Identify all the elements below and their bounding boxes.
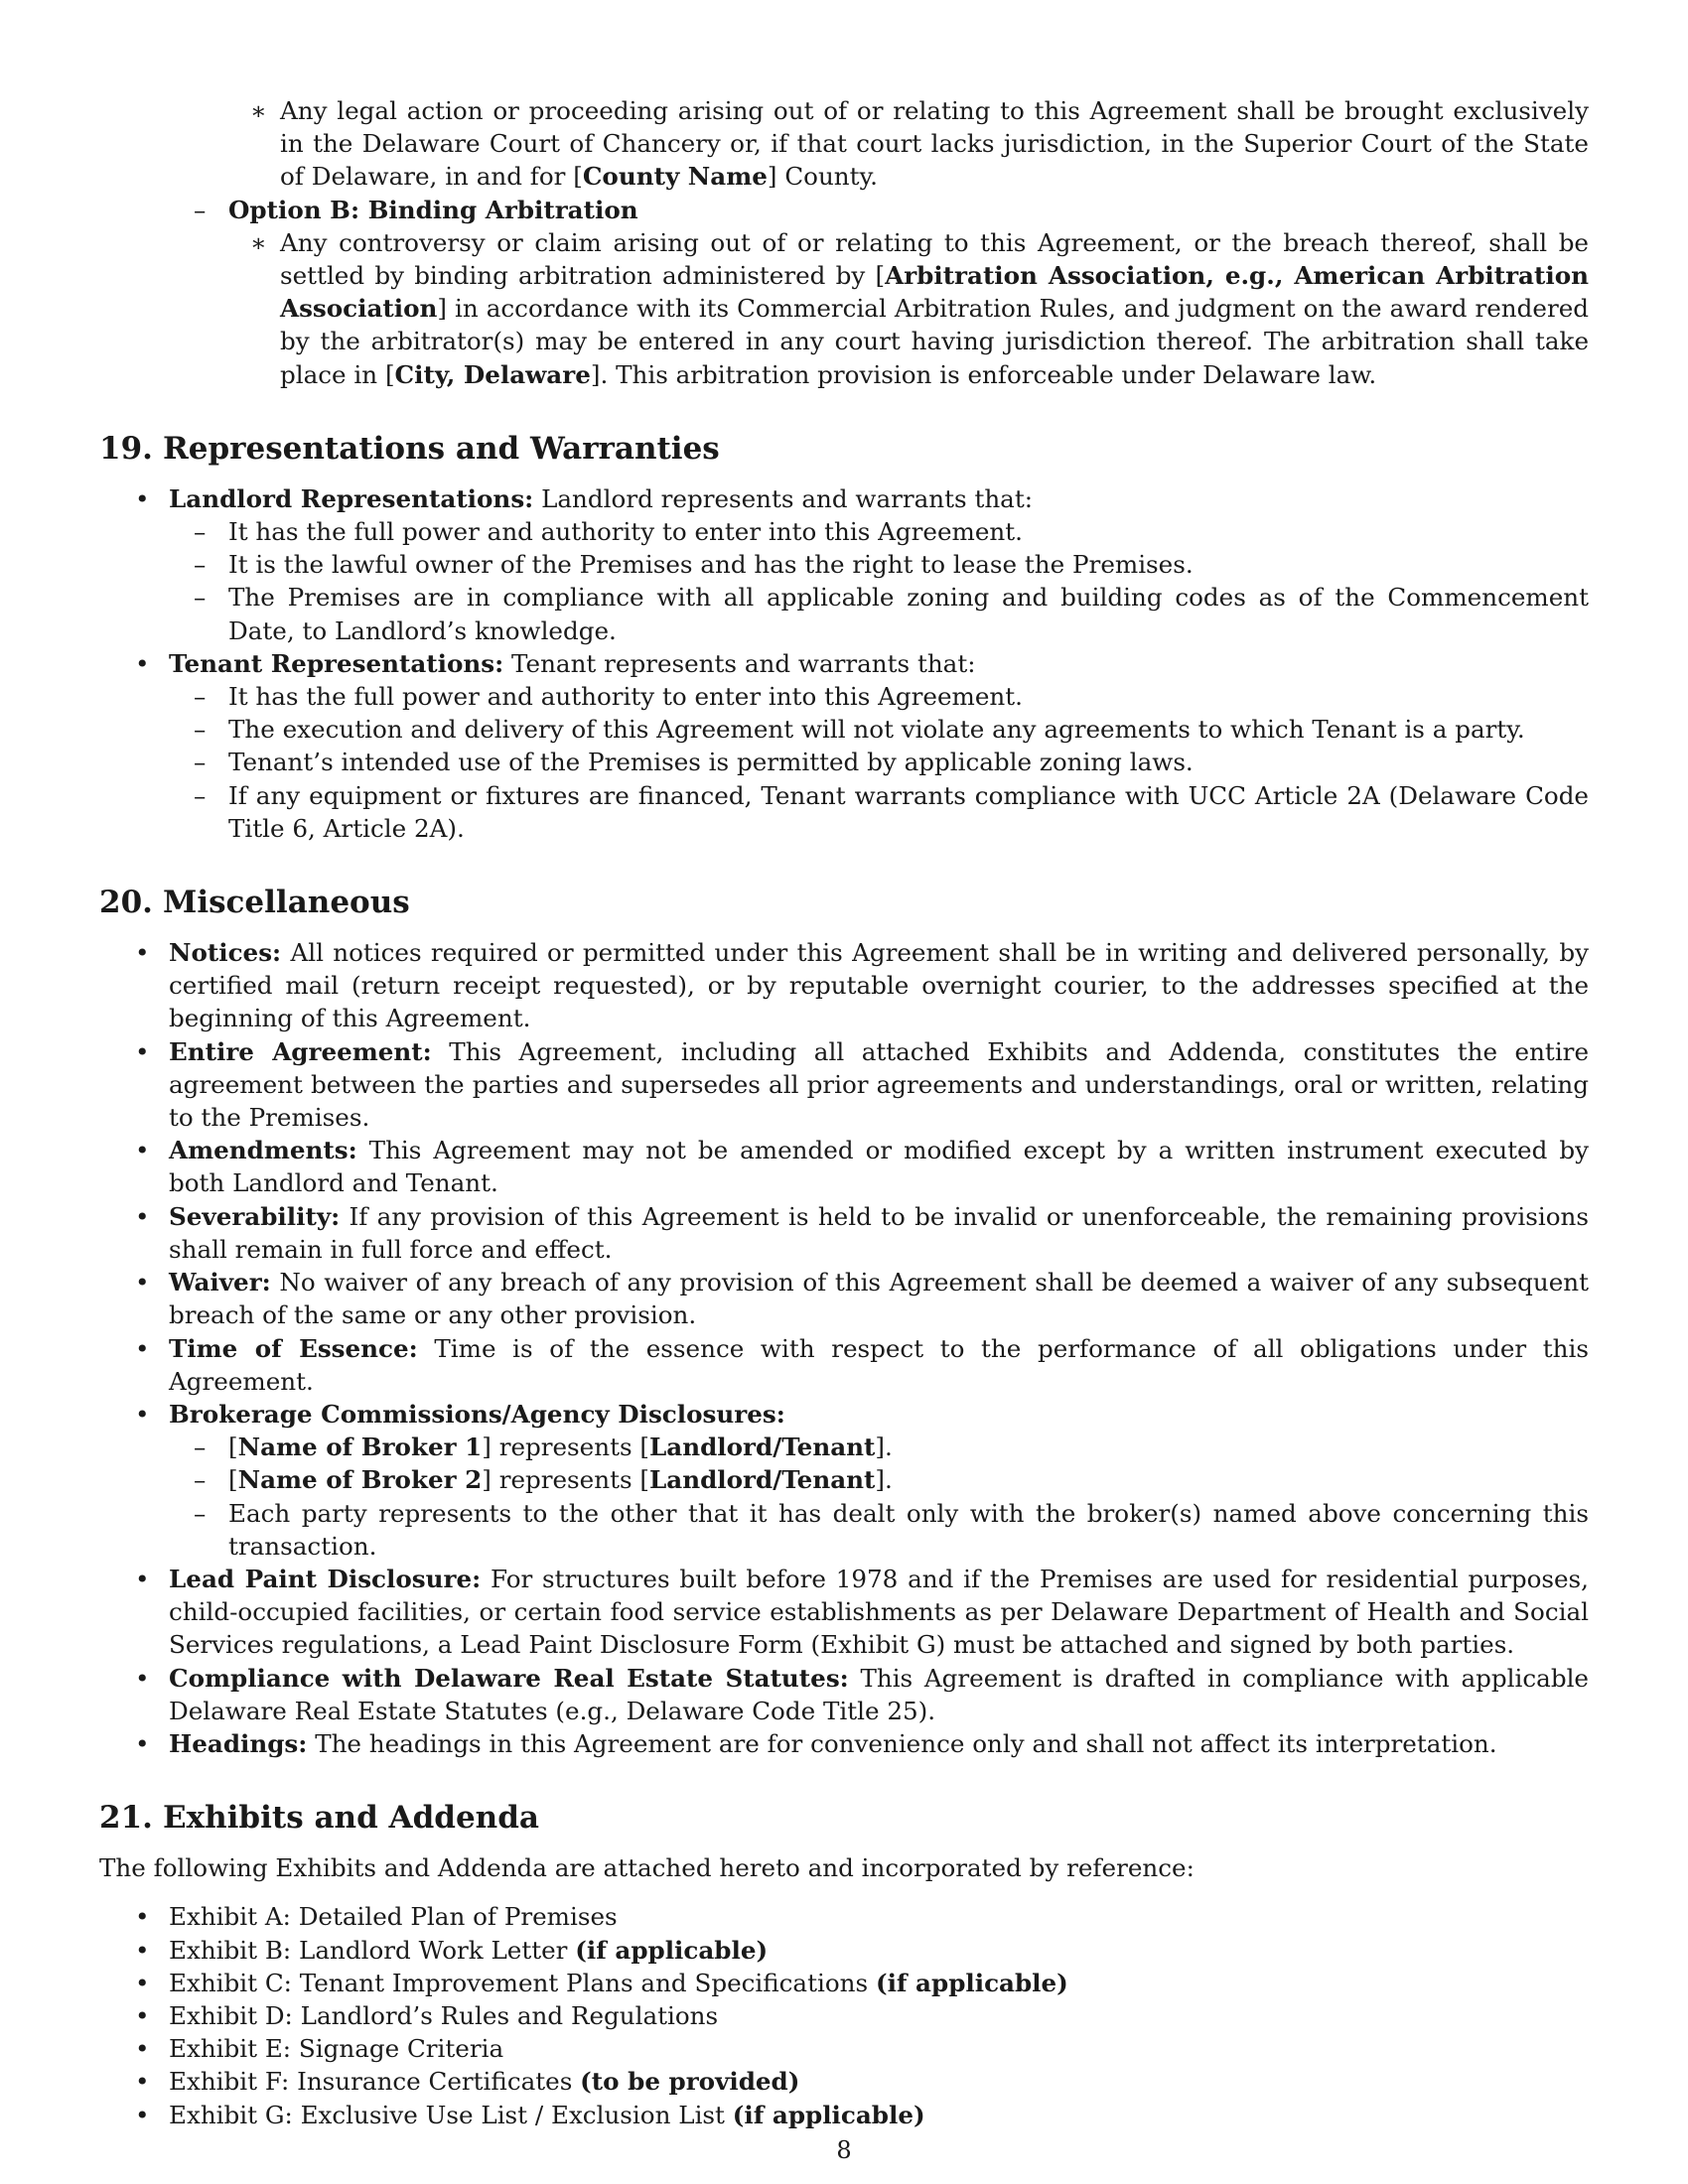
list-item-text: If any equipment or fixtures are financed, Tenant warrants compliance with UCC Article 2A (Delaware Code Title 6, Article 2A). (228, 780, 1589, 843)
section-19-heading (99, 429, 1589, 469)
represents-text: ] represents [ (482, 1465, 649, 1495)
litigation-text: Any legal action or proceeding arising out of or relating to this Agreement shall be brought exclusively in the Delaware Court of Chancery or, if that court lacks jurisdiction, in the Superior Court of the State of Delaware, in and for [ (280, 96, 1589, 192)
list-item: – [Name of Broker 1] represents [Landlord/Tenant]. (99, 1431, 1589, 1463)
list-item (99, 713, 1589, 746)
section-title: Miscellaneous (163, 885, 410, 921)
notices-clause (99, 936, 1589, 1035)
headings-clause (99, 1727, 1589, 1760)
tenant-representations-label: Tenant Representations: (169, 648, 504, 678)
clause-label: Lead Paint Disclosure: (169, 1564, 482, 1593)
list-item (99, 1967, 1589, 1999)
clause-label: Notices: (169, 938, 282, 968)
bullet-icon: • (135, 2067, 150, 2097)
list-item-text: It has the full power and authority to enter into this Agreement. (228, 682, 1023, 712)
lead-paint-clause (99, 1563, 1589, 1662)
dash-bullet-icon: – (194, 682, 207, 712)
represents-text: ] represents [ (482, 1433, 649, 1462)
exhibits-intro: The following Exhibits and Addenda are attached hereto and incorporated by reference: (99, 1853, 1195, 1883)
arbitration-text-mid: ] in accordance with its Commercial Arbitration Rules, and judgment on the award rendered by the arbitrator(s) may be entered in any court having jurisdiction thereof. The arbitration shall take place in [ (280, 294, 1589, 389)
tenant-representations-intro: Tenant represents and warrants that: (503, 648, 976, 678)
bullet-icon: • (135, 1902, 150, 1932)
arbitration-text: Any controversy or claim arising out of or relating to this Agreement, or the breach thereof, shall be settled by binding arbitration administered by [ (280, 227, 1589, 291)
waiver-clause (99, 1266, 1589, 1331)
section-title: Exhibits and Addenda (163, 1800, 539, 1837)
list-item (99, 515, 1589, 548)
entire-agreement-clause (99, 1035, 1589, 1135)
broker-2-placeholder: Name of Broker 2 (237, 1465, 483, 1495)
clause-label: Amendments: (169, 1136, 357, 1165)
arbitration-clause (99, 226, 1589, 391)
party-placeholder: Landlord/Tenant (649, 1465, 876, 1495)
broker-1-placeholder: Name of Broker 1 (237, 1433, 483, 1462)
section-21-heading (99, 1798, 1589, 1838)
exhibit-name: Exhibit B: Landlord Work Letter (169, 1935, 576, 1965)
clause-text: This Agreement is drafted in compliance with applicable Delaware Real Estate Statutes (e.g., Delaware Code Title 25). (169, 1663, 1589, 1725)
list-item (99, 746, 1589, 778)
exhibit-note: (to be provided) (580, 2067, 800, 2097)
list-item-text: The Premises are in compliance with all applicable zoning and building codes as of the Commencement Date, to Landlord’s knowledge. (228, 583, 1589, 645)
clause-text: This Agreement may not be amended or modified except by a written instrument executed by both Landlord and Tenant. (169, 1136, 1589, 1198)
clause-label: Brokerage Commissions/Agency Disclosures: (169, 1399, 785, 1429)
severability-clause (99, 1200, 1589, 1266)
bullet-icon: • (135, 1201, 150, 1231)
bullet-icon: • (135, 1333, 150, 1363)
list-item (99, 1497, 1589, 1563)
tenant-representations (99, 647, 1589, 680)
litigation-clause (99, 94, 1589, 194)
list-item-text: Each party represents to the other that it has dealt only with the broker(s) named above concerning this transaction. (228, 1498, 1589, 1561)
clause-label: Headings: (169, 1728, 308, 1758)
clause-label: Waiver: (169, 1268, 271, 1297)
arbitration-text-end: ]. This arbitration provision is enforceable under Delaware law. (590, 359, 1377, 389)
brokerage-clause (99, 1398, 1589, 1431)
exhibit-name: Exhibit D: Landlord’s Rules and Regulations (169, 2000, 719, 2030)
list-item: – [Name of Broker 2] represents [Landlord/Tenant]. (99, 1463, 1589, 1496)
list-item (99, 2065, 1589, 2098)
compliance-clause (99, 1662, 1589, 1727)
section-title: Representations and Warranties (163, 430, 720, 467)
dash-bullet-icon: – (194, 550, 207, 580)
bullet-icon: • (135, 1399, 150, 1429)
arbitration-association-placeholder: Arbitration Association, e.g., American Arbitration Association (280, 261, 1589, 324)
exhibit-name: Exhibit C: Tenant Improvement Plans and Specifications (169, 1968, 876, 1997)
dash-bullet-icon: – (194, 780, 207, 810)
dash-bullet-icon: – (194, 1465, 207, 1495)
clause-text: If any provision of this Agreement is held to be invalid or unenforceable, the remaining provisions shall remain in full force and effect. (169, 1201, 1589, 1264)
list-item-text: Tenant’s intended use of the Premises is permitted by applicable zoning laws. (228, 748, 1194, 777)
page-number: 8 (836, 2136, 852, 2164)
bullet-icon: • (135, 648, 150, 678)
dash-bullet-icon: – (194, 715, 207, 745)
bullet-icon: • (135, 1036, 150, 1066)
list-item (99, 581, 1589, 646)
option-b-heading (99, 194, 1589, 226)
bullet-icon: • (135, 1136, 150, 1165)
clause-text: No waiver of any breach of any provision of this Agreement shall be deemed a waiver of any subsequent breach of the same or any other provision. (169, 1268, 1589, 1330)
bullet-icon: • (135, 938, 150, 968)
bullet-icon: • (135, 1663, 150, 1693)
list-item (99, 1999, 1589, 2032)
clause-text: For structures built before 1978 and if the Premises are used for residential purposes, child-occupied facilities, or certain food service establishments as per Delaware Department of Health and Social Services regulations, a Lead Paint Disclosure Form (Exhibit G) must be attached and signed by both parties. (169, 1564, 1589, 1660)
exhibit-note: (if applicable) (875, 1968, 1068, 1997)
clause-text: Time is of the essence with respect to the performance of all obligations under this Agreement. (169, 1333, 1589, 1396)
landlord-representations (99, 482, 1589, 515)
bullet-icon: • (135, 1968, 150, 1997)
exhibit-name: Exhibit F: Insurance Certificates (169, 2067, 581, 2097)
asterisk-bullet-icon: ∗ (250, 227, 267, 257)
bullet-icon: • (135, 1564, 150, 1593)
exhibit-note: (if applicable) (732, 2100, 925, 2129)
landlord-representations-label: Landlord Representations: (169, 483, 534, 513)
bullet-icon: • (135, 2000, 150, 2030)
clause-text: All notices required or permitted under this Agreement shall be in writing and delivered personally, by certified mail (return receipt requested), or by reputable overnight courier, to the addresses specified at the beginning of this Agreement. (169, 938, 1589, 1033)
list-item-text: The execution and delivery of this Agreement will not violate any agreements to which Tenant is a party. (228, 715, 1525, 745)
dash-bullet-icon: – (194, 1498, 207, 1528)
time-of-essence-clause (99, 1332, 1589, 1398)
dash-bullet-icon: – (194, 583, 207, 613)
clause-label: Time of Essence: (169, 1333, 418, 1363)
list-item (99, 1934, 1589, 1967)
bullet-icon: • (135, 1728, 150, 1758)
dash-bullet-icon: – (194, 195, 207, 224)
amendments-clause (99, 1134, 1589, 1199)
dash-bullet-icon: – (194, 748, 207, 777)
county-name-placeholder: County Name (582, 162, 768, 192)
dash-bullet-icon: – (194, 1433, 207, 1462)
section-20-heading (99, 883, 1589, 922)
litigation-text-end: ] County. (767, 162, 878, 192)
list-item (99, 548, 1589, 581)
clause-label: Compliance with Delaware Real Estate Statutes: (169, 1663, 849, 1693)
dash-bullet-icon: – (194, 517, 207, 547)
bullet-icon: • (135, 1268, 150, 1297)
option-b-label: Option B: Binding Arbitration (228, 195, 638, 224)
list-item (99, 2032, 1589, 2065)
bullet-icon: • (135, 483, 150, 513)
list-item-text: It has the full power and authority to enter into this Agreement. (228, 517, 1023, 547)
clause-label: Severability: (169, 1201, 341, 1231)
exhibit-name: Exhibit G: Exclusive Use List / Exclusion List (169, 2100, 733, 2129)
bullet-icon: • (135, 2100, 150, 2129)
list-item (99, 680, 1589, 713)
bullet-icon: • (135, 1935, 150, 1965)
arbitration-city-placeholder: City, Delaware (394, 359, 591, 389)
list-item (99, 2099, 1589, 2131)
list-item (99, 1900, 1589, 1933)
clause-text: The headings in this Agreement are for convenience only and shall not affect its interpretation. (307, 1728, 1497, 1758)
bullet-icon: • (135, 2034, 150, 2064)
party-placeholder: Landlord/Tenant (649, 1433, 876, 1462)
exhibit-name: Exhibit E: Signage Criteria (169, 2034, 504, 2064)
list-item (99, 779, 1589, 845)
landlord-representations-intro: Landlord represents and warrants that: (533, 483, 1034, 513)
exhibit-name: Exhibit A: Detailed Plan of Premises (169, 1902, 618, 1932)
section-number: 19. (99, 430, 153, 467)
clause-label: Entire Agreement: (169, 1036, 432, 1066)
section-number: 21. (99, 1800, 153, 1837)
section-number: 20. (99, 885, 153, 921)
exhibit-note: (if applicable) (575, 1935, 769, 1965)
clause-text: This Agreement, including all attached Exhibits and Addenda, constitutes the entire agreement between the parties and supersedes all prior agreements and understandings, oral or written, relating to the Premises. (169, 1036, 1589, 1133)
list-item-text: It is the lawful owner of the Premises and has the right to lease the Premises. (228, 550, 1194, 580)
asterisk-bullet-icon: ∗ (250, 96, 267, 125)
